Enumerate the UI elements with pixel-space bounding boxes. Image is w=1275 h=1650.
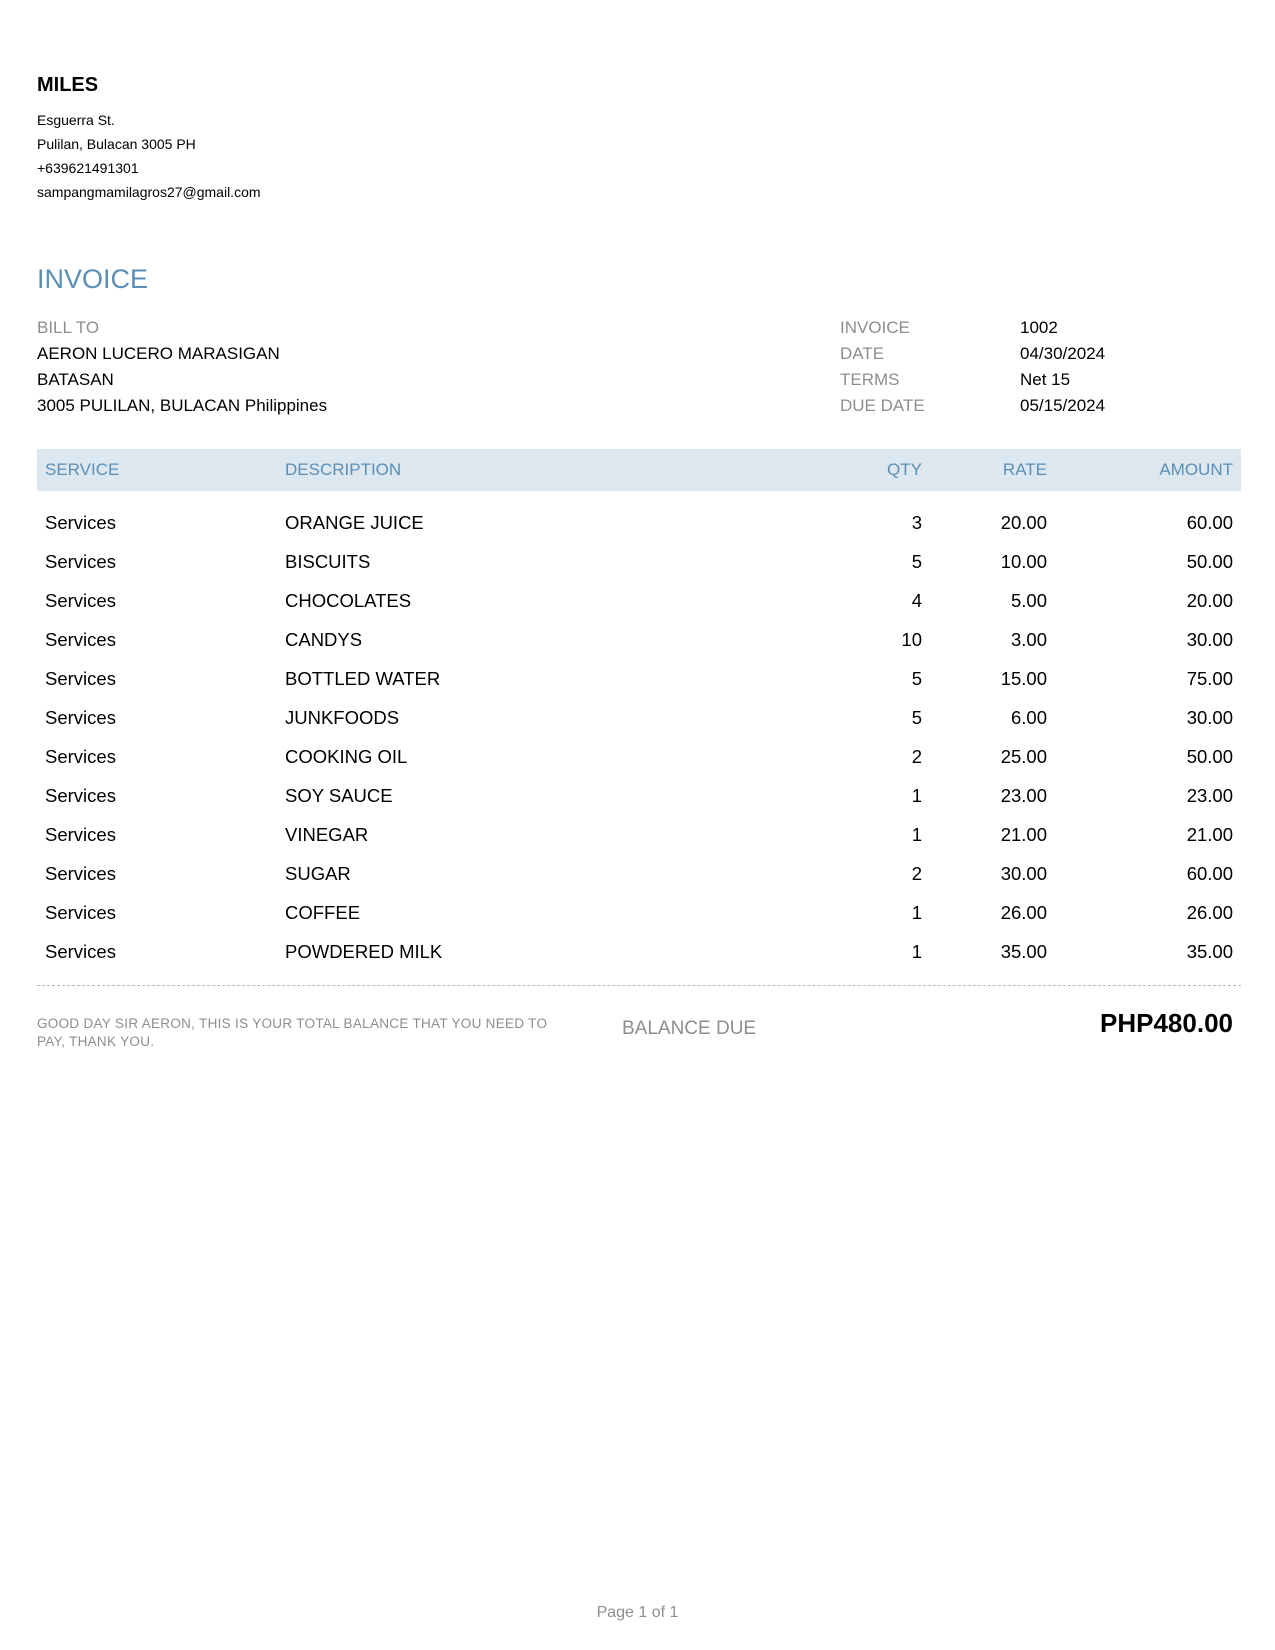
cell-qty: 2: [911, 745, 922, 767]
cell-rate: 15.00: [1000, 667, 1047, 689]
cell-qty: 1: [911, 940, 922, 962]
cell-rate: 21.00: [1000, 823, 1047, 845]
cell-service: Services: [45, 667, 116, 689]
cell-description: POWDERED MILK: [285, 940, 443, 962]
footer-note: GOOD DAY SIR AERON, THIS IS YOUR TOTAL BALANCE THAT YOU NEED TO PAY, THANK YOU.: [37, 1016, 548, 1049]
cell-rate: 20.00: [1000, 511, 1047, 533]
table-row: [37, 659, 1241, 698]
company-name: MILES: [37, 74, 99, 96]
cell-service: Services: [45, 823, 116, 845]
table-row: [37, 503, 1241, 542]
cell-rate: 35.00: [1000, 940, 1047, 962]
cell-qty: 5: [911, 667, 922, 689]
cell-qty: 4: [911, 589, 922, 611]
invoice-meta: [840, 315, 1105, 419]
table-row: [37, 776, 1241, 815]
cell-service: Services: [45, 550, 116, 572]
cell-rate: 30.00: [1000, 862, 1047, 884]
table-row: [37, 737, 1241, 776]
cell-amount: 26.00: [1186, 901, 1233, 923]
document-title: INVOICE: [37, 264, 149, 294]
meta-row: [840, 393, 1105, 419]
cell-amount: 23.00: [1186, 784, 1233, 806]
cell-service: Services: [45, 745, 116, 767]
cell-description: SUGAR: [285, 862, 351, 884]
cell-description: VINEGAR: [285, 823, 369, 845]
table-header: [37, 449, 1241, 491]
cell-amount: 50.00: [1186, 745, 1233, 767]
meta-row: [840, 341, 1105, 367]
cell-rate: 26.00: [1000, 901, 1047, 923]
company-block: [37, 74, 261, 204]
cell-amount: 75.00: [1186, 667, 1233, 689]
table-row: [37, 854, 1241, 893]
meta-label: DUE DATE: [840, 396, 925, 415]
cell-qty: 5: [911, 706, 922, 728]
bill-to-name: AERON LUCERO MARASIGAN: [37, 344, 280, 363]
meta-value: Net 15: [1020, 370, 1071, 389]
cell-service: Services: [45, 628, 116, 650]
cell-qty: 3: [911, 511, 922, 533]
meta-value: 04/30/2024: [1020, 344, 1106, 363]
table-row: [37, 698, 1241, 737]
header-description: DESCRIPTION: [285, 460, 402, 479]
cell-rate: 10.00: [1000, 550, 1047, 572]
cell-description: CHOCOLATES: [285, 589, 412, 611]
table-row: [37, 893, 1241, 932]
table-row: [37, 581, 1241, 620]
meta-label: DATE: [840, 344, 885, 363]
cell-qty: 5: [911, 550, 922, 572]
cell-amount: 60.00: [1186, 511, 1233, 533]
cell-qty: 10: [901, 628, 922, 650]
table-row: [37, 815, 1241, 854]
cell-description: BOTTLED WATER: [285, 667, 441, 689]
company-address-line: Esguerra St.: [37, 112, 115, 128]
cell-amount: 20.00: [1186, 589, 1233, 611]
cell-amount: 60.00: [1186, 862, 1233, 884]
company-address-line: Pulilan, Bulacan 3005 PH: [37, 136, 196, 152]
cell-description: CANDYS: [285, 628, 363, 650]
table-row: [37, 932, 1241, 971]
cell-description: BISCUITS: [285, 550, 371, 572]
header-service: SERVICE: [45, 460, 120, 479]
cell-amount: 21.00: [1186, 823, 1233, 845]
meta-row: [840, 367, 1105, 393]
cell-service: Services: [45, 862, 116, 884]
cell-description: ORANGE JUICE: [285, 511, 424, 533]
cell-amount: 30.00: [1186, 706, 1233, 728]
cell-qty: 1: [911, 901, 922, 923]
table-body: [37, 491, 1241, 971]
table-row: [37, 620, 1241, 659]
cell-service: Services: [45, 706, 116, 728]
bill-to-address-line: 3005 PULILAN, BULACAN Philippines: [37, 396, 328, 415]
company-phone: +639621491301: [37, 160, 139, 176]
cell-amount: 30.00: [1186, 628, 1233, 650]
meta-row: [840, 315, 1105, 341]
divider: [37, 985, 1241, 986]
page-indicator: Page 1 of 1: [596, 1604, 679, 1621]
meta-value: 1002: [1020, 318, 1058, 337]
header-rate: RATE: [1002, 460, 1047, 479]
cell-amount: 35.00: [1186, 940, 1233, 962]
cell-description: SOY SAUCE: [285, 784, 393, 806]
cell-rate: 5.00: [1010, 589, 1047, 611]
cell-qty: 2: [911, 862, 922, 884]
balance-due-amount: PHP480.00: [1100, 1008, 1233, 1038]
bill-to-address-line: BATASAN: [37, 370, 114, 389]
cell-service: Services: [45, 901, 116, 923]
cell-amount: 50.00: [1186, 550, 1233, 572]
cell-service: Services: [45, 589, 116, 611]
meta-label: INVOICE: [840, 318, 910, 337]
cell-service: Services: [45, 784, 116, 806]
cell-description: COOKING OIL: [285, 745, 408, 767]
cell-rate: 25.00: [1000, 745, 1047, 767]
line-items-table: [37, 449, 1241, 971]
balance-due-label: BALANCE DUE: [622, 1018, 757, 1039]
cell-service: Services: [45, 511, 116, 533]
cell-service: Services: [45, 940, 116, 962]
bill-to-block: [37, 315, 327, 419]
header-amount: AMOUNT: [1159, 460, 1233, 479]
header-qty: QTY: [887, 460, 922, 479]
cell-rate: 3.00: [1010, 628, 1047, 650]
meta-value: 05/15/2024: [1020, 396, 1106, 415]
cell-rate: 6.00: [1010, 706, 1047, 728]
meta-label: TERMS: [840, 370, 900, 389]
cell-qty: 1: [911, 823, 922, 845]
cell-rate: 23.00: [1000, 784, 1047, 806]
bill-to-label: BILL TO: [37, 318, 100, 337]
cell-description: JUNKFOODS: [285, 706, 400, 728]
table-row: [37, 542, 1241, 581]
cell-qty: 1: [911, 784, 922, 806]
cell-description: COFFEE: [285, 901, 361, 923]
company-email: sampangmamilagros27@gmail.com: [37, 184, 261, 200]
